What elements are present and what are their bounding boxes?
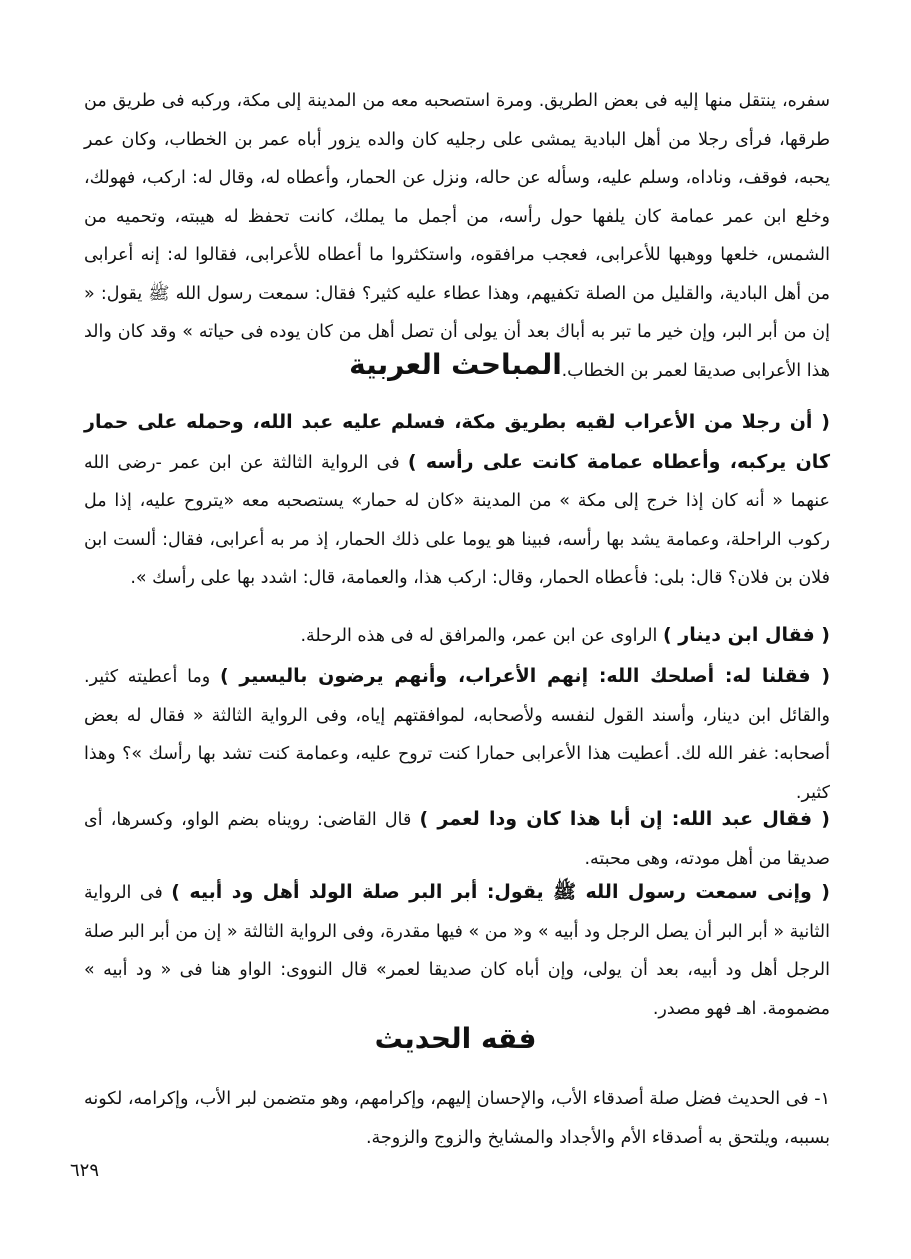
paragraph-3-text: وما أعطيته كثير. والقائل ابن دينار، وأسند القول لنفسه ولأصحابه، لموافقتهم إياه، وفى الرواية الثالثة « فقال له بعض أصحابه: غفر الله لك. أعطيت هذا الأعرابى حمارا كنت تروح عليه، وعمامة كنت تشد بها رأسك »؟ وهذا كثير. <box>84 667 830 803</box>
paragraph-3-quote: ( فقلنا له: أصلحك الله: إنهم الأعراب، وأنهم يرضون باليسير ) <box>219 665 831 687</box>
paragraph-4-text: قال القاضى: رويناه بضم الواو، وكسرها، أى صديقا من أهل مودته، وهى محبته. <box>84 810 830 869</box>
paragraph-6-text: ١- فى الحديث فضل صلة أصدقاء الأب، والإحسان إليهم، وإكرامهم، وهو متضمن لبر الأب، وإكرامه، لكونه بسببه، ويلتحق به أصدقاء الأم والأجداد والمشايخ والزوج والزوجة. <box>84 1089 830 1148</box>
section-heading-arabic-studies: المباحث العربية <box>349 348 562 381</box>
paragraph-1-text: فى الرواية الثالثة عن ابن عمر -رضى الله عنهما « أنه كان إذا خرج إلى مكة » من المدينة «كان له حمار» يستصحبه معه «يتروح عليه، إذا مل ركوب الراحلة، وعمامة يشد بها رأسه، فبينا هو يوما على ذلك الحمار، إذ مر به أعرابى، فقال: ألست ابن فلان بن فلان؟ قال: بلى: فأعطاه الحمار، وقال: اركب هذا، والعمامة، قال: اشدد بها على رأسك ». <box>84 452 830 588</box>
paragraph-2-text: الراوى عن ابن عمر، والمرافق له فى هذه الرحلة. <box>300 626 663 646</box>
paragraph-2 <box>84 616 830 656</box>
paragraph-2-quote: ( فقال ابن دينار ) <box>662 624 830 646</box>
intro-paragraph <box>84 82 830 390</box>
paragraph-4 <box>84 800 830 878</box>
paragraph-5-quote: ( وإنى سمعت رسول الله ﷺ يقول: أبر البر صلة الولد أهل ود أبيه ) <box>171 881 830 903</box>
paragraph-5-text: فى الرواية الثانية « أبر البر أن يصل الرجل ود أبيه » و« من » فيها مقدرة، وفى الرواية الثالثة « إن من أبر البر صلة الرجل أهل ود أبيه، بعد أن يولى، وإن أباه كان صديقا لعمر» قال النووى: الواو هنا فى « ود أبيه » مضمومة. اهـ فهو مصدر. <box>84 883 830 1019</box>
page-number: ٦٢٩ <box>70 1160 100 1181</box>
paragraph-5 <box>84 873 830 1028</box>
paragraph-1-quote: ( أن رجلا من الأعراب لقيه بطريق مكة، فسلم عليه عبد الله، وحمله على حمار كان يركبه، وأعطاه عمامة كانت على رأسه ) <box>84 411 830 473</box>
paragraph-4-quote: ( فقال عبد الله: إن أبا هذا كان ودا لعمر ) <box>419 808 830 830</box>
paragraph-6 <box>84 1080 830 1157</box>
intro-text: سفره، ينتقل منها إليه فى بعض الطريق. ومرة استصحبه معه من المدينة إلى مكة، وركبه فى طريق من طرقها، فرأى رجلا من أهل البادية يمشى على رجليه كان والده يزور أباه عمر بن الخطاب، وكان عمر يحبه، فوقف، وناداه، وسلم عليه، وسأله عن حاله، ونزل عن الحمار، وأعطاه له، وقال له: اركب، فهولك، وخلع ابن عمر عمامة كان يلفها حول رأسه، من أجمل ما يملك، كانت تحفظ له هيبته، وتحميه من الشمس، خلعها ووهبها للأعرابى، فعجب مرافقوه، واستكثروا ما أعطاه للأعرابى، فقالوا له: إنه أعرابى من أهل البادية، والقليل من الصلة تكفيهم، وهذا عطاء عليه كثير؟ فقال: سمعت رسول الله ﷺ يقول: « إن من أبر البر، وإن خير ما تبر به أباك بعد أن يولى أن تصل أهل من كان يوده فى حياته » وقد كان والد هذا الأعرابى صديقا لعمر بن الخطاب. <box>84 91 830 381</box>
section-heading-hadith-jurisprudence: فقه الحديث <box>374 1022 537 1055</box>
paragraph-3 <box>84 657 830 812</box>
paragraph-1 <box>84 403 830 598</box>
